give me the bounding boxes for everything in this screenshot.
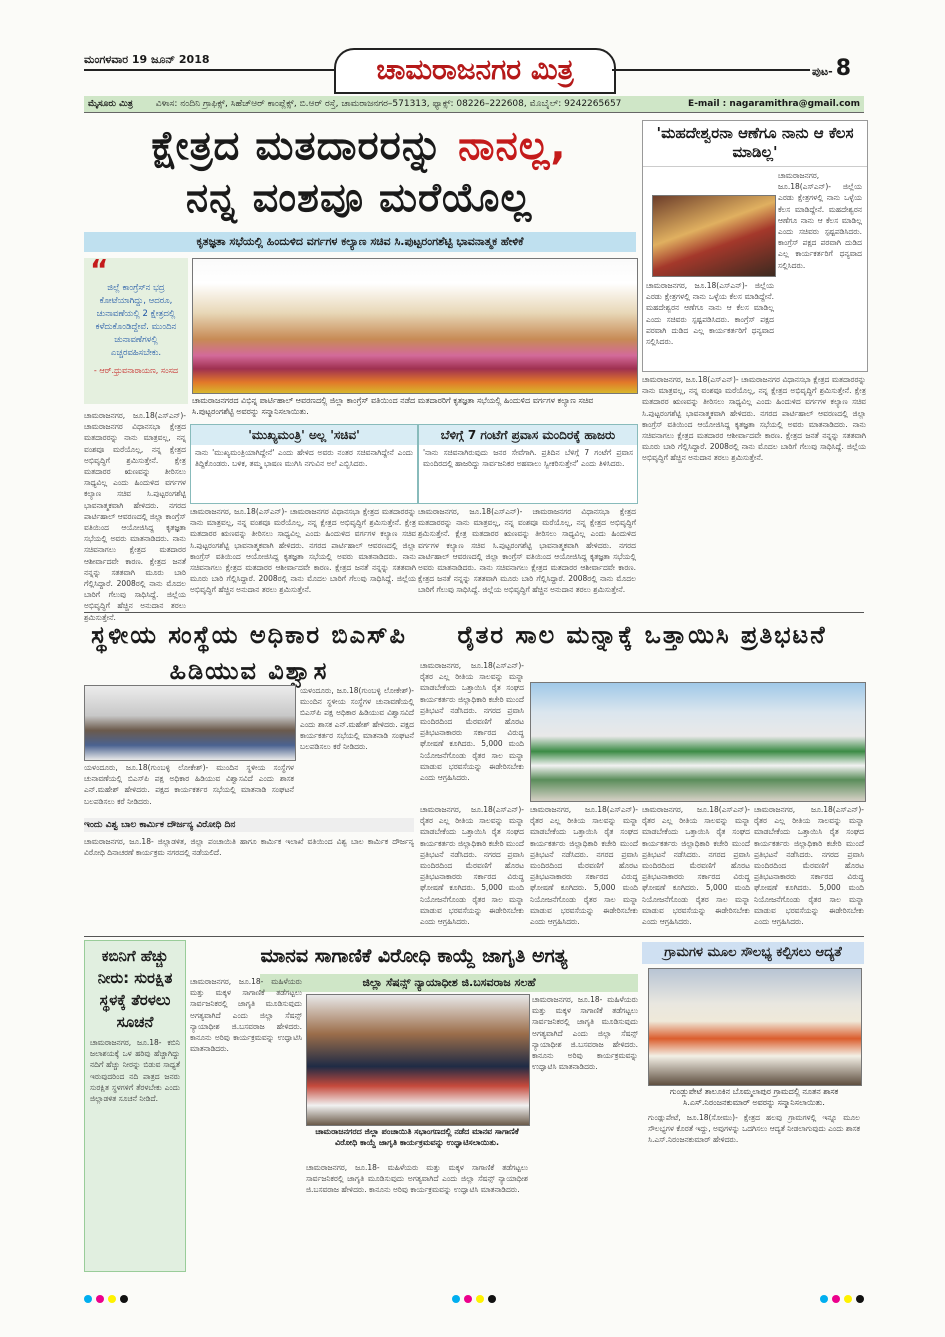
trafficking-body-col2: ಚಾಮರಾಜನಗರ, ಜೂ.18- ಮಹಿಳೆಯರು ಮತ್ತು ಮಕ್ಕಳ ಸಾಗಾಣಿಕೆ ತಡೆಗಟ್ಟಲು ಸಾರ್ವಜನಿಕರಲ್ಲಿ ಜಾಗೃತಿ ಮೂಡಿಸುವುದು ಅಗತ್ಯವಾಗಿದೆ ಎಂದು ಜಿಲ್ಲಾ ಸೆಷನ್ಸ್ ನ್ಯಾಯಾಧೀಶ ಜಿ.ಬಸವರಾಜ ಹೇಳಿದರು. ಕಾನೂನು ಅರಿವು ಕಾರ್ಯಕ್ರಮವನ್ನು ಉದ್ಘಾಟಿಸಿ ಮಾತನಾಡಿದರು. [306,1163,528,1195]
kabini-box [84,940,186,1272]
farmers-body-col3: ಚಾಮರಾಜನಗರ, ಜೂ.18(ಎಸ್‌ಎನ್)- ರೈತರ ಎಲ್ಲ ರೀತಿಯ ಸಾಲವನ್ನು ಮನ್ನಾ ಮಾಡಬೇಕೆಂದು ಒತ್ತಾಯಿಸಿ ರೈತ ಸಂಘದ ಕಾರ್ಯಕರ್ತರು ಜಿಲ್ಲಾಧಿಕಾರಿ ಕಚೇರಿ ಮುಂದೆ ಪ್ರತಿಭಟನೆ ನಡೆಸಿದರು. ನಗರದ ಪ್ರವಾಸಿ ಮಂದಿರದಿಂದ ಮೆರವಣಿಗೆ ಹೊರಟ ಪ್ರತಿಭಟನಾಕಾರರು ಸರ್ಕಾರದ ವಿರುದ್ಧ ಘೋಷಣೆ ಕೂಗಿದರು. 5,000 ಮಂದಿ ನಿಯೋಜನೆಗೊಂಡು ರೈತರ ಸಾಲ ಮನ್ನಾ ಮಾಡುವ ಭರವಸೆಯನ್ನು ಈಡೇರಿಸಬೇಕು ಎಂದು ಆಗ್ರಹಿಸಿದರು. [530,805,638,927]
trafficking-body-col1: ಚಾಮರಾಜನಗರ, ಜೂ.18- ಮಹಿಳೆಯರು ಮತ್ತು ಮಕ್ಕಳ ಸಾಗಾಣಿಕೆ ತಡೆಗಟ್ಟಲು ಸಾರ್ವಜನಿಕರಲ್ಲಿ ಜಾಗೃತಿ ಮೂಡಿಸುವುದು ಅಗತ್ಯವಾಗಿದೆ ಎಂದು ಜಿಲ್ಲಾ ಸೆಷನ್ಸ್ ನ್ಯಾಯಾಧೀಶ ಜಿ.ಬಸವರಾಜ ಹೇಳಿದರು. ಕಾನೂನು ಅರಿವು ಕಾರ್ಯಕ್ರಮವನ್ನು ಉದ್ಘಾಟಿಸಿ ಮಾತನಾಡಿದರು. [190,977,302,1054]
bsp-meeting-photo [84,685,296,761]
pull-quote [84,253,188,404]
sister-brand: ಮೈಸೂರು ಮಿತ್ರ [88,99,133,109]
trafficking-headline: ಮಾನವ ಸಾಗಾಣಿಕೆ ವಿರೋಧಿ ಕಾಯ್ದೆ ಜಾಗೃತಿ ಅಗತ್ಯ [260,945,568,967]
farmers-headline: ರೈತರ ಸಾಲ ಮನ್ನಾಕ್ಕೆ ಒತ್ತಾಯಿಸಿ ಪ್ರತಿಭಟನೆ [457,621,827,649]
morning-visit-box [418,424,638,504]
print-registration-marks-center [452,1288,500,1307]
pull-quote-text: ಜಿಲ್ಲೆ ಕಾಂಗ್ರೆಸ್‌ನ ಭದ್ರ ಕೋಟೆಯಾಗಿದ್ದು, ಆದರೂ, ಚುನಾವಣೆಯಲ್ಲಿ 2 ಕ್ಷೇತ್ರದಲ್ಲಿ ಕಳೆದುಕೊಂಡಿದ್ದೇವೆ. ಮುಂದಿನ ಚುನಾವಣೆಗಳಲ್ಲಿ ಎಚ್ಚರವಹಿಸಬೇಕು. [95,283,177,358]
quote-mark-icon: “ [90,253,109,286]
kabini-body: ಚಾಮರಾಜನಗರ, ಜೂ.18- ಕಬಿನಿ ಜಲಾಶಯಕ್ಕೆ ಒಳ ಹರಿವು ಹೆಚ್ಚಾಗಿದ್ದು ನದಿಗೆ ಹೆಚ್ಚು ನೀರನ್ನು ಬಿಡುವ ಸಾಧ್ಯತೆ ಇರುವುದರಿಂದ ನದಿ ಪಾತ್ರದ ಜನರು ಸುರಕ್ಷಿತ ಸ್ಥಳಗಳಿಗೆ ತೆರಳಬೇಕು ಎಂದು ಜಿಲ್ಲಾಡಳಿತ ಸೂಚನೆ ನೀಡಿದೆ. [90,1038,180,1104]
lead-subheadline: ಕೃತಜ್ಞತಾ ಸಭೆಯಲ್ಲಿ ಹಿಂದುಳಿದ ವರ್ಗಗಳ ಕಲ್ಯಾಣ ಸಚಿವ ಸಿ.ಪುಟ್ಟರಂಗಶೆಟ್ಟಿ ಭಾವನಾತ್ಮಕ ಹೇಳಿಕೆ [84,232,636,252]
lead-body-col3: ಚಾಮರಾಜನಗರ, ಜೂ.18(ಎಸ್‌ಎನ್)- ಚಾಮರಾಜನಗರ ವಿಧಾನಸಭಾ ಕ್ಷೇತ್ರದ ಮತದಾರರನ್ನು ನಾನು ಮಾತ್ರವಲ್ಲ, ನನ್ನ ವಂಶವೂ ಮರೆಯೊಲ್ಲ, ನನ್ನ ಕ್ಷೇತ್ರದ ಅಭಿವೃದ್ಧಿಗೆ ಶ್ರಮಿಸುತ್ತೇನೆ. ಕ್ಷೇತ್ರ ಮತದಾರರ ಋಣವನ್ನು ತೀರಿಸಲು ಸಾಧ್ಯವಿಲ್ಲ ಎಂದು ಹಿಂದುಳಿದ ವರ್ಗಗಳ ಕಲ್ಯಾಣ ಸಚಿವ ಸಿ.ಪುಟ್ಟರಂಗಶೆಟ್ಟಿ ಭಾವನಾತ್ಮಕವಾಗಿ ಹೇಳಿದರು. ನಗರದ ಪಾರ್ಟಿಹಾಲ್ ಆವರಣದಲ್ಲಿ ಜಿಲ್ಲಾ ಕಾಂಗ್ರೆಸ್ ವತಿಯಿಂದ ಆಯೋಜಿಸಿದ್ದ ಕೃತಜ್ಞತಾ ಸಭೆಯಲ್ಲಿ ಅವರು ಮಾತನಾಡಿದರು. ನಾನು ಸಚಿವನಾಗಲು ಕ್ಷೇತ್ರದ ಮತದಾರರ ಆಶೀರ್ವಾದವೇ ಕಾರಣ. ಕ್ಷೇತ್ರದ ಜನತೆ ನನ್ನನ್ನು ಸತತವಾಗಿ ಮೂರು ಬಾರಿ ಗೆಲ್ಲಿಸಿದ್ದಾರೆ. 2008ರಲ್ಲಿ ನಾನು ಮೊದಲ ಬಾರಿಗೆ ಗೆಲುವು ಸಾಧಿಸಿದ್ದೆ. ಜಿಲ್ಲೆಯ ಅಭಿವೃದ್ಧಿಗೆ ಹೆಚ್ಚಿನ ಅನುದಾನ ತರಲು ಶ್ರಮಿಸುತ್ತೇನೆ. [418,507,636,595]
village-felicitation-photo [648,968,862,1086]
masthead-rule-right [612,69,810,71]
trafficking-event-photo [306,994,530,1126]
trafficking-subhead: ಜಿಲ್ಲಾ ಸೆಷನ್ಸ್ ನ್ಯಾಯಾಧೀಶ ಜಿ.ಬಸವರಾಜ ಸಲಹೆ [260,974,638,992]
masthead-rule-left [84,69,334,71]
morning-visit-body: 'ನಾನು ಸಚಿವನಾಗಿರುವುದು ಜನರ ಸೇವೆಗಾಗಿ. ಪ್ರತಿದಿನ ಬೆಳಿಗ್ಗೆ 7 ಗಂಟೆಗೆ ಪ್ರವಾಸ ಮಂದಿರದಲ್ಲಿ ಹಾಜರಿದ್ದು ಸಾರ್ವಜನಿಕರ ಅಹವಾಲು ಸ್ವೀಕರಿಸುತ್ತೇನೆ' ಎಂದು ತಿಳಿಸಿದರು. [423,448,633,469]
mukhyamantri-body: ನಾನು 'ಮುಖ್ಯಮಂತ್ರಿಯಾಗಿದ್ದೇನೆ' ಎಂದು ಹೇಳಿದ ಅವರು ನಂತರ ಸಚಿವನಾಗಿದ್ದೇನೆ ಎಂದು ತಿದ್ದಿಕೊಂಡರು. ಬಳಿಕ, ತಮ್ಮ ಭಾಷಣ ಮುಗಿಸಿ ನಗುವಿನ ಅಲೆ ಎಬ್ಬಿಸಿದರು. [195,448,413,469]
section-divider-2 [84,936,864,937]
mukhyamantri-title: 'ಮುಖ್ಯಮಂತ್ರಿ' ಅಲ್ಲ 'ಸಚಿವ' [191,425,417,445]
lead-headline [84,120,634,224]
trafficking-body-col3: ಚಾಮರಾಜನಗರ, ಜೂ.18- ಮಹಿಳೆಯರು ಮತ್ತು ಮಕ್ಕಳ ಸಾಗಾಣಿಕೆ ತಡೆಗಟ್ಟಲು ಸಾರ್ವಜನಿಕರಲ್ಲಿ ಜಾಗೃತಿ ಮೂಡಿಸುವುದು ಅಗತ್ಯವಾಗಿದೆ ಎಂದು ಜಿಲ್ಲಾ ಸೆಷನ್ಸ್ ನ್ಯಾಯಾಧೀಶ ಜಿ.ಬಸವರಾಜ ಹೇಳಿದರು. ಕಾನೂನು ಅರಿವು ಕಾರ್ಯಕ್ರಮವನ್ನು ಉದ್ಘಾಟಿಸಿ ಮಾತನಾಡಿದರು. [532,995,638,1072]
village-facilities-headline: ಗ್ರಾಮಗಳ ಮೂಲ ಸೌಲಭ್ಯ ಕಲ್ಪಿಸಲು ಆದ್ಯತೆ [642,942,864,964]
issue-date: ಮಂಗಳವಾರ 19 ಜೂನ್ 2018 [84,53,210,66]
child-labour-body: ಚಾಮರಾಜನಗರ, ಜೂ.18- ಜಿಲ್ಲಾಡಳಿತ, ಜಿಲ್ಲಾ ಪಂಚಾಯಿತಿ ಹಾಗೂ ಕಾರ್ಮಿಕ ಇಲಾಖೆ ವತಿಯಿಂದ ವಿಶ್ವ ಬಾಲ ಕಾರ್ಮಿಕ ದೌರ್ಜನ್ಯ ವಿರೋಧಿ ದಿನಾಚರಣೆ ಕಾರ್ಯಕ್ರಮ ನಗರದಲ್ಲಿ ನಡೆಯಲಿದೆ. [84,837,414,858]
sidebar-story-body: ಚಾಮರಾಜನಗರ, ಜೂ.18(ಎಸ್‌ಎನ್)- ಜಿಲ್ಲೆಯ ಎರಡು ಕ್ಷೇತ್ರಗಳಲ್ಲಿ ನಾನು ಒಳ್ಳೆಯ ಕೆಲಸ ಮಾಡಿದ್ದೇನೆ. ಮಹದೇಶ್ವರನ ಆಣೆಗೂ ನಾನು ಆ ಕೆಲಸ ಮಾಡಿಲ್ಲ ಎಂದು ಸಚಿವರು ಸ್ಪಷ್ಟಪಡಿಸಿದರು. ಕಾಂಗ್ರೆಸ್ ಪಕ್ಷದ ಪರವಾಗಿ ದುಡಿದ ಎಲ್ಲ ಕಾರ್ಯಕರ್ತರಿಗೆ ಧನ್ಯವಾದ ಸಲ್ಲಿಸಿದರು. [778,171,862,270]
lead-headline-line2: ನನ್ನ ವಂಶವೂ ಮರೆಯೊಲ್ಲ [185,175,533,221]
print-registration-marks-right [820,1288,868,1307]
sidebar-story-title: 'ಮಹದೇಶ್ವರನಾ ಆಣೆಗೂ ನಾನು ಆ ಕೆಲಸ ಮಾಡಿಲ್ಲ' [643,121,867,167]
page-label: ಪುಟ- [812,65,833,78]
lead-body-col1: ಚಾಮರಾಜನಗರ, ಜೂ.18(ಎಸ್‌ಎನ್)- ಚಾಮರಾಜನಗರ ವಿಧಾನಸಭಾ ಕ್ಷೇತ್ರದ ಮತದಾರರನ್ನು ನಾನು ಮಾತ್ರವಲ್ಲ, ನನ್ನ ವಂಶವೂ ಮರೆಯೊಲ್ಲ, ನನ್ನ ಕ್ಷೇತ್ರದ ಅಭಿವೃದ್ಧಿಗೆ ಶ್ರಮಿಸುತ್ತೇನೆ. ಕ್ಷೇತ್ರ ಮತದಾರರ ಋಣವನ್ನು ತೀರಿಸಲು ಸಾಧ್ಯವಿಲ್ಲ ಎಂದು ಹಿಂದುಳಿದ ವರ್ಗಗಳ ಕಲ್ಯಾಣ ಸಚಿವ ಸಿ.ಪುಟ್ಟರಂಗಶೆಟ್ಟಿ ಭಾವನಾತ್ಮಕವಾಗಿ ಹೇಳಿದರು. ನಗರದ ಪಾರ್ಟಿಹಾಲ್ ಆವರಣದಲ್ಲಿ ಜಿಲ್ಲಾ ಕಾಂಗ್ರೆಸ್ ವತಿಯಿಂದ ಆಯೋಜಿಸಿದ್ದ ಕೃತಜ್ಞತಾ ಸಭೆಯಲ್ಲಿ ಅವರು ಮಾತನಾಡಿದರು. ನಾನು ಸಚಿವನಾಗಲು ಕ್ಷೇತ್ರದ ಮತದಾರರ ಆಶೀರ್ವಾದವೇ ಕಾರಣ. ಕ್ಷೇತ್ರದ ಜನತೆ ನನ್ನನ್ನು ಸತತವಾಗಿ ಮೂರು ಬಾರಿ ಗೆಲ್ಲಿಸಿದ್ದಾರೆ. 2008ರಲ್ಲಿ ನಾನು ಮೊದಲ ಬಾರಿಗೆ ಗೆಲುವು ಸಾಧಿಸಿದ್ದೆ. ಜಿಲ್ಲೆಯ ಅಭಿವೃದ್ಧಿಗೆ ಹೆಚ್ಚಿನ ಅನುದಾನ ತರಲು ಶ್ರಮಿಸುತ್ತೇನೆ. [84,411,186,622]
page-number-value: 8 [835,56,852,81]
sidebar-continued: ಚಾಮರಾಜನಗರ, ಜೂ.18(ಎಸ್‌ಎನ್)- ಚಾಮರಾಜನಗರ ವಿಧಾನಸಭಾ ಕ್ಷೇತ್ರದ ಮತದಾರರನ್ನು ನಾನು ಮಾತ್ರವಲ್ಲ, ನನ್ನ ವಂಶವೂ ಮರೆಯೊಲ್ಲ, ನನ್ನ ಕ್ಷೇತ್ರದ ಅಭಿವೃದ್ಧಿಗೆ ಶ್ರಮಿಸುತ್ತೇನೆ. ಕ್ಷೇತ್ರ ಮತದಾರರ ಋಣವನ್ನು ತೀರಿಸಲು ಸಾಧ್ಯವಿಲ್ಲ ಎಂದು ಹಿಂದುಳಿದ ವರ್ಗಗಳ ಕಲ್ಯಾಣ ಸಚಿವ ಸಿ.ಪುಟ್ಟರಂಗಶೆಟ್ಟಿ ಭಾವನಾತ್ಮಕವಾಗಿ ಹೇಳಿದರು. ನಗರದ ಪಾರ್ಟಿಹಾಲ್ ಆವರಣದಲ್ಲಿ ಜಿಲ್ಲಾ ಕಾಂಗ್ರೆಸ್ ವತಿಯಿಂದ ಆಯೋಜಿಸಿದ್ದ ಕೃತಜ್ಞತಾ ಸಭೆಯಲ್ಲಿ ಅವರು ಮಾತನಾಡಿದರು. ನಾನು ಸಚಿವನಾಗಲು ಕ್ಷೇತ್ರದ ಮತದಾರರ ಆಶೀರ್ವಾದವೇ ಕಾರಣ. ಕ್ಷೇತ್ರದ ಜನತೆ ನನ್ನನ್ನು ಸತತವಾಗಿ ಮೂರು ಬಾರಿ ಗೆಲ್ಲಿಸಿದ್ದಾರೆ. 2008ರಲ್ಲಿ ನಾನು ಮೊದಲ ಬಾರಿಗೆ ಗೆಲುವು ಸಾಧಿಸಿದ್ದೆ. ಜಿಲ್ಲೆಯ ಅಭಿವೃದ್ಧಿಗೆ ಹೆಚ್ಚಿನ ಅನುದಾನ ತರಲು ಶ್ರಮಿಸುತ್ತೇನೆ. [642,375,866,463]
kabini-headline: ಕಬಿನಿಗೆ ಹೆಚ್ಚು ನೀರು: ಸುರಕ್ಷಿತ ಸ್ಥಳಕ್ಕೆ ತೆರಳಲು ಸೂಚನೆ [97,947,173,1031]
section-divider [84,612,864,613]
sidebar-story-body-2: ಚಾಮರಾಜನಗರ, ಜೂ.18(ಎಸ್‌ಎನ್)- ಜಿಲ್ಲೆಯ ಎರಡು ಕ್ಷೇತ್ರಗಳಲ್ಲಿ ನಾನು ಒಳ್ಳೆಯ ಕೆಲಸ ಮಾಡಿದ್ದೇನೆ. ಮಹದೇಶ್ವರನ ಆಣೆಗೂ ನಾನು ಆ ಕೆಲಸ ಮಾಡಿಲ್ಲ ಎಂದು ಸಚಿವರು ಸ್ಪಷ್ಟಪಡಿಸಿದರು. ಕಾಂಗ್ರೆಸ್ ಪಕ್ಷದ ಪರವಾಗಿ ದುಡಿದ ಎಲ್ಲ ಕಾರ್ಯಕರ್ತರಿಗೆ ಧನ್ಯವಾದ ಸಲ್ಲಿಸಿದರು. [646,281,774,347]
temple-photo [652,195,776,277]
lead-headline-red: ನಾನಲ್ಲ, [458,123,567,169]
mukhyamantri-box [190,424,418,504]
farmers-protest-photo [530,682,866,802]
lead-photo-caption: ಚಾಮರಾಜನಗರದ ವಿಭಿನ್ನ ಪಾರ್ಟಿಹಾಲ್ ಆವರಣದಲ್ಲಿ ಜಿಲ್ಲಾ ಕಾಂಗ್ರೆಸ್ ವತಿಯಿಂದ ನಡೆದ ಮತದಾರರಿಗೆ ಕೃತಜ್ಞತಾ ಸಭೆಯಲ್ಲಿ ಹಿಂದುಳಿದ ವರ್ಗಗಳ ಕಲ್ಯಾಣ ಸಚಿವ ಸಿ.ಪುಟ್ಟರಂಗಶೆಟ್ಟಿ ಅವರನ್ನು ಸನ್ಮಾನಿಸಲಾಯಿತು. [192,396,594,416]
lead-body-col2: ಚಾಮರಾಜನಗರ, ಜೂ.18(ಎಸ್‌ಎನ್)- ಚಾಮರಾಜನಗರ ವಿಧಾನಸಭಾ ಕ್ಷೇತ್ರದ ಮತದಾರರನ್ನು ನಾನು ಮಾತ್ರವಲ್ಲ, ನನ್ನ ವಂಶವೂ ಮರೆಯೊಲ್ಲ, ನನ್ನ ಕ್ಷೇತ್ರದ ಅಭಿವೃದ್ಧಿಗೆ ಶ್ರಮಿಸುತ್ತೇನೆ. ಕ್ಷೇತ್ರ ಮತದಾರರ ಋಣವನ್ನು ತೀರಿಸಲು ಸಾಧ್ಯವಿಲ್ಲ ಎಂದು ಹಿಂದುಳಿದ ವರ್ಗಗಳ ಕಲ್ಯಾಣ ಸಚಿವ ಸಿ.ಪುಟ್ಟರಂಗಶೆಟ್ಟಿ ಭಾವನಾತ್ಮಕವಾಗಿ ಹೇಳಿದರು. ನಗರದ ಪಾರ್ಟಿಹಾಲ್ ಆವರಣದಲ್ಲಿ ಜಿಲ್ಲಾ ಕಾಂಗ್ರೆಸ್ ವತಿಯಿಂದ ಆಯೋಜಿಸಿದ್ದ ಕೃತಜ್ಞತಾ ಸಭೆಯಲ್ಲಿ ಅವರು ಮಾತನಾಡಿದರು. ನಾನು ಸಚಿವನಾಗಲು ಕ್ಷೇತ್ರದ ಮತದಾರರ ಆಶೀರ್ವಾದವೇ ಕಾರಣ. ಕ್ಷೇತ್ರದ ಜನತೆ ನನ್ನನ್ನು ಸತತವಾಗಿ ಮೂರು ಬಾರಿ ಗೆಲ್ಲಿಸಿದ್ದಾರೆ. 2008ರಲ್ಲಿ ನಾನು ಮೊದಲ ಬಾರಿಗೆ ಗೆಲುವು ಸಾಧಿಸಿದ್ದೆ. ಜಿಲ್ಲೆಯ ಅಭಿವೃದ್ಧಿಗೆ ಹೆಚ್ಚಿನ ಅನುದಾನ ತರಲು ಶ್ರಮಿಸುತ್ತೇನೆ. [190,507,416,595]
trafficking-photo-caption: ಚಾಮರಾಜನಗರದ ಜಿಲ್ಲಾ ಪಂಚಾಯಿತಿ ಸಭಾಂಗಣದಲ್ಲಿ ನಡೆದ ಮಾನವ ಸಾಗಾಣಿಕೆ ವಿರೋಧಿ ಕಾಯ್ದೆ ಜಾಗೃತಿ ಕಾರ್ಯಕ್ರಮವನ್ನು ಉದ್ಘಾಟಿಸಲಾಯಿತು. [315,1127,519,1147]
bsp-body-col1: ಯಳಂದೂರು, ಜೂ.18(ಗುಂಬಳ್ಳಿ ಲೋಕೇಶ್)- ಮುಂದಿನ ಸ್ಥಳೀಯ ಸಂಸ್ಥೆಗಳ ಚುನಾವಣೆಯಲ್ಲಿ ಬಿಎಸ್‌ಪಿ ಪಕ್ಷ ಅಧಿಕಾರ ಹಿಡಿಯುವ ವಿಶ್ವಾಸವಿದೆ ಎಂದು ಶಾಸಕ ಎನ್.ಮಹೇಶ್ ಹೇಳಿದರು. ಪಕ್ಷದ ಕಾರ್ಯಕರ್ತರ ಸಭೆಯಲ್ಲಿ ಮಾತನಾಡಿ ಸಂಘಟನೆ ಬಲಪಡಿಸಲು ಕರೆ ನೀಡಿದರು. [300,686,414,752]
newspaper-title: ಚಾಮರಾಜನಗರ ಮಿತ್ರ [334,48,616,94]
farmers-body-col2: ಚಾಮರಾಜನಗರ, ಜೂ.18(ಎಸ್‌ಎನ್)- ರೈತರ ಎಲ್ಲ ರೀತಿಯ ಸಾಲವನ್ನು ಮನ್ನಾ ಮಾಡಬೇಕೆಂದು ಒತ್ತಾಯಿಸಿ ರೈತ ಸಂಘದ ಕಾರ್ಯಕರ್ತರು ಜಿಲ್ಲಾಧಿಕಾರಿ ಕಚೇರಿ ಮುಂದೆ ಪ್ರತಿಭಟನೆ ನಡೆಸಿದರು. ನಗರದ ಪ್ರವಾಸಿ ಮಂದಿರದಿಂದ ಮೆರವಣಿಗೆ ಹೊರಟ ಪ್ರತಿಭಟನಾಕಾರರು ಸರ್ಕಾರದ ವಿರುದ್ಧ ಘೋಷಣೆ ಕೂಗಿದರು. 5,000 ಮಂದಿ ನಿಯೋಜನೆಗೊಂಡು ರೈತರ ಸಾಲ ಮನ್ನಾ ಮಾಡುವ ಭರವಸೆಯನ್ನು ಈಡೇರಿಸಬೇಕು ಎಂದು ಆಗ್ರಹಿಸಿದರು. [420,805,524,927]
bsp-headline: ಸ್ಥಳೀಯ ಸಂಸ್ಥೆಯ ಅಧಿಕಾರ ಬಿಎಸ್‌ಪಿ ಹಿಡಿಯುವ ವಿಶ್ವಾಸ [91,621,407,685]
print-registration-marks-left [84,1288,132,1307]
village-photo-caption: ಗುಂಡ್ಲುಪೇಟೆ ತಾಲೂಕಿನ ಬೊಮ್ಮಲಾಪುರ ಗ್ರಾಮದಲ್ಲಿ ನೂತನ ಶಾಸಕ ಸಿ.ಎಸ್.ನಿರಂಜನಕುಮಾರ್ ಅವರನ್ನು ಸನ್ಮಾನಿಸಲಾಯಿತು. [669,1087,839,1107]
farmers-body-col5: ಚಾಮರಾಜನಗರ, ಜೂ.18(ಎಸ್‌ಎನ್)- ರೈತರ ಎಲ್ಲ ರೀತಿಯ ಸಾಲವನ್ನು ಮನ್ನಾ ಮಾಡಬೇಕೆಂದು ಒತ್ತಾಯಿಸಿ ರೈತ ಸಂಘದ ಕಾರ್ಯಕರ್ತರು ಜಿಲ್ಲಾಧಿಕಾರಿ ಕಚೇರಿ ಮುಂದೆ ಪ್ರತಿಭಟನೆ ನಡೆಸಿದರು. ನಗರದ ಪ್ರವಾಸಿ ಮಂದಿರದಿಂದ ಮೆರವಣಿಗೆ ಹೊರಟ ಪ್ರತಿಭಟನಾಕಾರರು ಸರ್ಕಾರದ ವಿರುದ್ಧ ಘೋಷಣೆ ಕೂಗಿದರು. 5,000 ಮಂದಿ ನಿಯೋಜನೆಗೊಂಡು ರೈತರ ಸಾಲ ಮನ್ನಾ ಮಾಡುವ ಭರವಸೆಯನ್ನು ಈಡೇರಿಸಬೇಕು ಎಂದು ಆಗ್ರಹಿಸಿದರು. [754,805,864,927]
contact-email: E-mail : nagaramithra@gmail.com [688,99,860,109]
village-facilities-body: ಗುಂಡ್ಲುಪೇಟೆ, ಜೂ.18(ಸೋಮು)- ಕ್ಷೇತ್ರದ ಹಲವು ಗ್ರಾಮಗಳಲ್ಲಿ ಇನ್ನೂ ಮೂಲ ಸೌಲಭ್ಯಗಳ ಕೊರತೆ ಇದ್ದು, ಅವುಗಳನ್ನು ಒದಗಿಸಲು ಆದ್ಯತೆ ನೀಡಲಾಗುವುದು ಎಂದು ಶಾಸಕ ಸಿ.ಎಸ್.ನಿರಂಜನಕುಮಾರ್ ಹೇಳಿದರು. [648,1113,860,1145]
lead-photo [192,258,638,394]
pull-quote-author: - ಆರ್.ಧ್ರುವನಾರಾಯಣ, ಸಂಸದ [93,366,179,375]
page-number [812,56,851,81]
bsp-body-col2: ಯಳಂದೂರು, ಜೂ.18(ಗುಂಬಳ್ಳಿ ಲೋಕೇಶ್)- ಮುಂದಿನ ಸ್ಥಳೀಯ ಸಂಸ್ಥೆಗಳ ಚುನಾವಣೆಯಲ್ಲಿ ಬಿಎಸ್‌ಪಿ ಪಕ್ಷ ಅಧಿಕಾರ ಹಿಡಿಯುವ ವಿಶ್ವಾಸವಿದೆ ಎಂದು ಶಾಸಕ ಎನ್.ಮಹೇಶ್ ಹೇಳಿದರು. ಪಕ್ಷದ ಕಾರ್ಯಕರ್ತರ ಸಭೆಯಲ್ಲಿ ಮಾತನಾಡಿ ಸಂಘಟನೆ ಬಲಪಡಿಸಲು ಕರೆ ನೀಡಿದರು. [84,763,294,806]
child-labour-headline: ಇಂದು ವಿಶ್ವ ಬಾಲ ಕಾರ್ಮಿಕ ದೌರ್ಜನ್ಯ ವಿರೋಧಿ ದಿನ [84,818,414,832]
farmers-body-col4: ಚಾಮರಾಜನಗರ, ಜೂ.18(ಎಸ್‌ಎನ್)- ರೈತರ ಎಲ್ಲ ರೀತಿಯ ಸಾಲವನ್ನು ಮನ್ನಾ ಮಾಡಬೇಕೆಂದು ಒತ್ತಾಯಿಸಿ ರೈತ ಸಂಘದ ಕಾರ್ಯಕರ್ತರು ಜಿಲ್ಲಾಧಿಕಾರಿ ಕಚೇರಿ ಮುಂದೆ ಪ್ರತಿಭಟನೆ ನಡೆಸಿದರು. ನಗರದ ಪ್ರವಾಸಿ ಮಂದಿರದಿಂದ ಮೆರವಣಿಗೆ ಹೊರಟ ಪ್ರತಿಭಟನಾಕಾರರು ಸರ್ಕಾರದ ವಿರುದ್ಧ ಘೋಷಣೆ ಕೂಗಿದರು. 5,000 ಮಂದಿ ನಿಯೋಜನೆಗೊಂಡು ರೈತರ ಸಾಲ ಮನ್ನಾ ಮಾಡುವ ಭರವಸೆಯನ್ನು ಈಡೇರಿಸಬೇಕು ಎಂದು ಆಗ್ರಹಿಸಿದರು. [642,805,750,927]
contact-bar [84,96,864,113]
office-address: ವಿಳಾಸ: ನಂದಿನಿ ಗ್ರಾಫಿಕ್ಸ್, ಸಿಹೆಚ್‌ಆರ್ ಕಾಂಪ್ಲೆಕ್ಸ್, ಬಿ.ಆರ್ ರಸ್ತೆ, ಚಾಮರಾಜನಗರ–571313, ಫ್ಯಾಕ್ಸ್: 08226–222608, ಮೊಬೈಲ್: 9242265657 [155,99,622,109]
lead-headline-line1: ಕ್ಷೇತ್ರದ ಮತದಾರರನ್ನು [151,123,459,169]
morning-visit-title: ಬೆಳಿಗ್ಗೆ 7 ಗಂಟೆಗೆ ಪ್ರವಾಸ ಮಂದಿರಕ್ಕೆ ಹಾಜರು [419,425,637,445]
farmers-body-col1: ಚಾಮರಾಜನಗರ, ಜೂ.18(ಎಸ್‌ಎನ್)- ರೈತರ ಎಲ್ಲ ರೀತಿಯ ಸಾಲವನ್ನು ಮನ್ನಾ ಮಾಡಬೇಕೆಂದು ಒತ್ತಾಯಿಸಿ ರೈತ ಸಂಘದ ಕಾರ್ಯಕರ್ತರು ಜಿಲ್ಲಾಧಿಕಾರಿ ಕಚೇರಿ ಮುಂದೆ ಪ್ರತಿಭಟನೆ ನಡೆಸಿದರು. ನಗರದ ಪ್ರವಾಸಿ ಮಂದಿರದಿಂದ ಮೆರವಣಿಗೆ ಹೊರಟ ಪ್ರತಿಭಟನಾಕಾರರು ಸರ್ಕಾರದ ವಿರುದ್ಧ ಘೋಷಣೆ ಕೂಗಿದರು. 5,000 ಮಂದಿ ನಿಯೋಜನೆಗೊಂಡು ರೈತರ ಸಾಲ ಮನ್ನಾ ಮಾಡುವ ಭರವಸೆಯನ್ನು ಈಡೇರಿಸಬೇಕು ಎಂದು ಆಗ್ರಹಿಸಿದರು. [420,661,524,783]
